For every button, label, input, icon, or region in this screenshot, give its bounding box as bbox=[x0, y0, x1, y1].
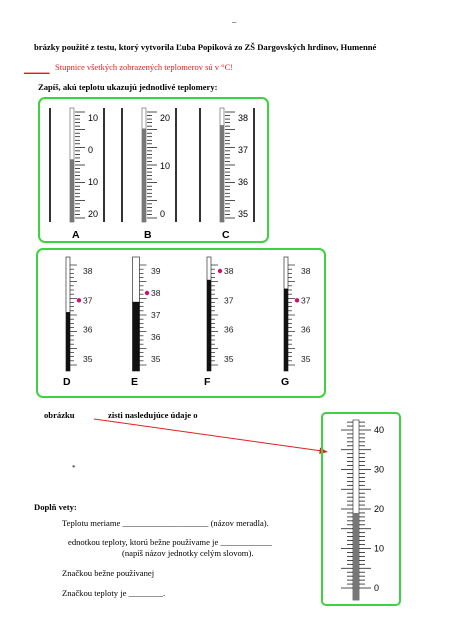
scale-label: 35 bbox=[151, 354, 161, 364]
scale-label: 38 bbox=[83, 266, 93, 276]
scale-label: 36 bbox=[238, 177, 249, 187]
scale-label: 20 bbox=[88, 209, 99, 219]
sentence-2-hint: (napíš názov jednotky celým slovom). bbox=[122, 548, 254, 558]
thermometer-letter: C bbox=[222, 229, 230, 241]
scale-label: 37 bbox=[301, 295, 311, 306]
scale-label: 36 bbox=[83, 324, 93, 335]
scale-label: 20 bbox=[160, 113, 171, 123]
sentence-4: Značkou teploty je ________. bbox=[62, 588, 166, 598]
scale-label: 35 bbox=[224, 354, 234, 364]
small-mark: * bbox=[72, 464, 76, 472]
task3-heading: Doplň vety: bbox=[34, 502, 77, 512]
liquid-column bbox=[353, 513, 359, 600]
scale-label: 10 bbox=[88, 113, 99, 123]
scale-label: 30 bbox=[374, 464, 385, 475]
task1-heading: Zapíš, akú teplotu ukazujú jednotlivé teplomery: bbox=[38, 82, 218, 92]
scale-label: 39 bbox=[151, 266, 161, 276]
scale-label: 20 bbox=[374, 504, 385, 514]
page-number: – bbox=[232, 16, 237, 26]
big-thermometer bbox=[330, 418, 400, 603]
thermometer-letter: F bbox=[204, 376, 211, 388]
task2-word-a: obrázku bbox=[44, 410, 75, 420]
sentence-1: Teplotu meriame ____________________ (názov meradla). bbox=[62, 518, 269, 528]
units-note: Stupnice všetkých zobrazených teplomerov sú v °C! bbox=[55, 62, 234, 72]
thermometer-letter: D bbox=[63, 376, 71, 388]
scale-label: 35 bbox=[83, 354, 93, 364]
scale-label: 37 bbox=[238, 145, 249, 155]
scale-label: 10 bbox=[160, 161, 171, 171]
task2-word-b: zisti nasledujúce údaje o bbox=[108, 410, 198, 420]
scale-label: 36 bbox=[301, 324, 311, 335]
scale-label: 10 bbox=[88, 177, 99, 187]
scale-label: 38 bbox=[301, 266, 311, 276]
sentence-2: ednotkou teploty, ktorú bežne používame je ____________ bbox=[68, 537, 272, 547]
scale-label: 0 bbox=[374, 583, 380, 593]
scale-label: 36 bbox=[151, 332, 161, 342]
scale-label: 10 bbox=[374, 543, 385, 554]
thermometer-letter: E bbox=[131, 376, 139, 388]
scale-label: 0 bbox=[160, 209, 166, 219]
scale-label: 38 bbox=[151, 288, 161, 298]
note-blank: ______ bbox=[24, 64, 50, 74]
scale-label: 37 bbox=[224, 295, 234, 306]
scale-label: 36 bbox=[224, 324, 234, 335]
scale-label: 0 bbox=[88, 145, 94, 155]
scale-label: 35 bbox=[238, 209, 249, 219]
scale-label: 37 bbox=[151, 310, 161, 320]
scale-label: 38 bbox=[224, 266, 234, 276]
sentence-3: Značkou bežne používanej bbox=[62, 568, 155, 578]
thermometer-letter: G bbox=[281, 376, 290, 388]
thermometer-letter: A bbox=[72, 229, 80, 241]
scale-label: 35 bbox=[301, 354, 311, 364]
scale-label: 38 bbox=[238, 113, 249, 123]
credit-line: brázky použité z testu, ktorý vytvorila Ľuba Popiková zo ZŠ Dargovských hrdinov, Humenné bbox=[34, 42, 377, 52]
scale-label: 37 bbox=[83, 295, 93, 306]
scale-label: 40 bbox=[374, 425, 385, 435]
thermometer-letter: B bbox=[144, 229, 152, 241]
